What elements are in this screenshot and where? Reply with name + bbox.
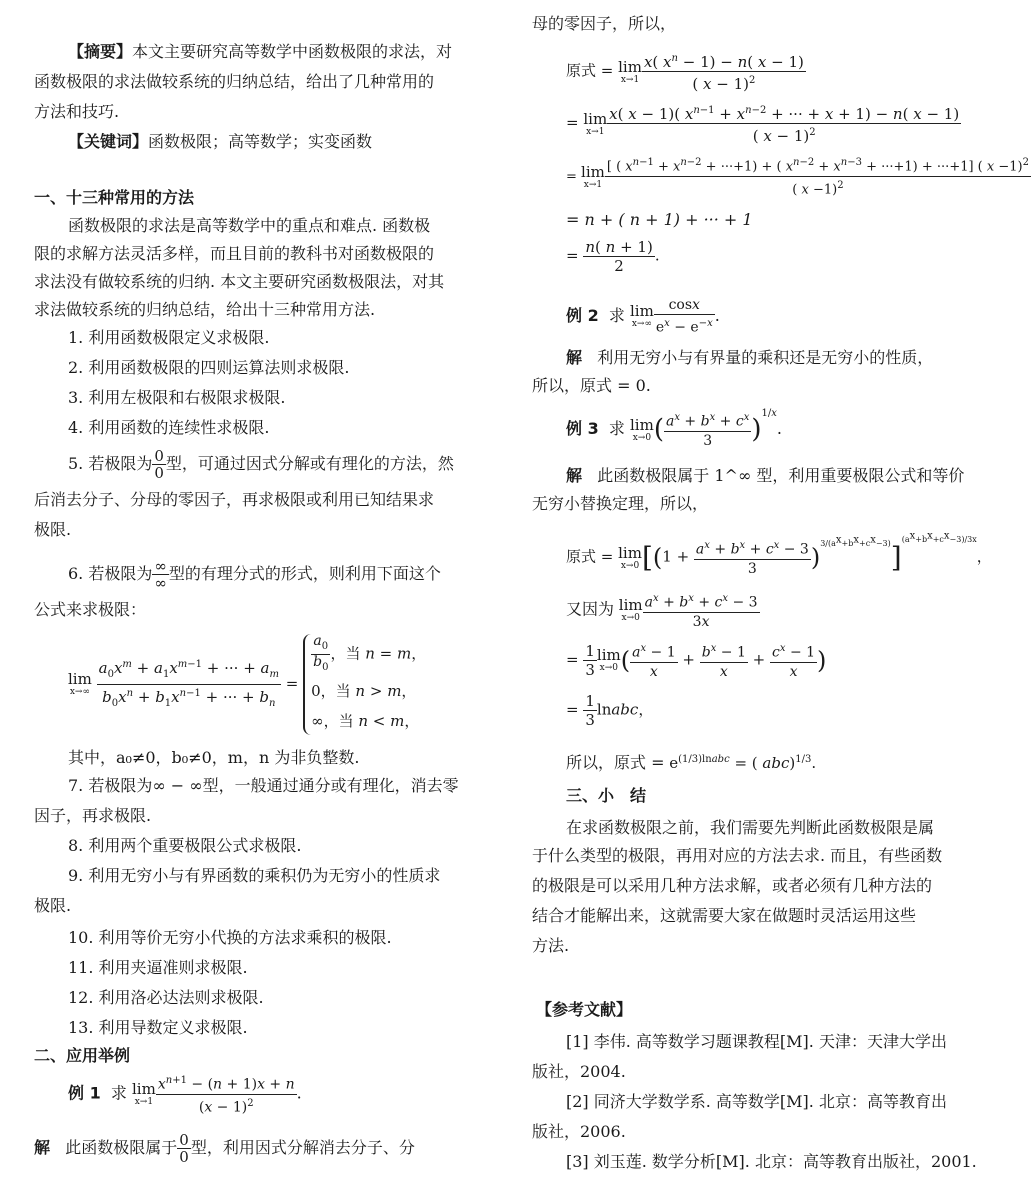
- section-2-heading: 二、应用举例: [34, 1046, 131, 1065]
- solution-3-line-1: 解 此函数极限属于 1^∞ 型，利用重要极限公式和等价: [566, 466, 965, 485]
- solution-3-line-2: 无穷小替换定理，所以，: [532, 494, 709, 513]
- conclusion-line-4: 结合才能解出来，这就需要大家在做题时灵活运用这些: [532, 906, 917, 925]
- para-1-line-3: 求法没有做较系统的归纳. 本文主要研究函数极限法，对其: [34, 272, 445, 291]
- method-11: 11. 利用夹逼准则求极限.: [68, 958, 248, 977]
- ex1-step-3: = lim x→1 [ ( $x^{n-1} + x^{n-2} + \cdot\cdot\cdot+1$) + ( $x^{n-2} + x^{n-3} + \cdot\cdot\cdot+1) + \cdot\cdot\cdot+1$] ( x −1)$^2$ ( x −1)$^2$: [566, 154, 1031, 200]
- abstract-line-3: 方法和技巧.: [34, 102, 120, 121]
- abstract-line-1: 【摘要】本文主要研究高等数学中函数极限的求法，对: [68, 42, 453, 61]
- reference-2-line-1: [2] 同济大学数学系. 高等数学[M]. 北京：高等教育出: [566, 1092, 947, 1111]
- rational-limit-formula: lim x→∞ $\frac{a_0x^m + a_1x^{m-1} + \cdot\cdot\cdot + a_m}{b_0x^n + b_1x^{n-1} + \cdot\cdot\cdot + b_n}$ = $\frac{a_0}{b_0}$ ，当 n = m， 0，当 n > m， ∞，当 n < m，: [68, 634, 426, 735]
- para-1-line-1: 函数极限的求法是高等数学中的重点和难点. 函数极: [68, 216, 431, 235]
- method-6-line-1: 6. 若极限为 $\frac{\infty}{\infty}$ 型的有理分式的形式，则利用下面这个: [68, 557, 441, 592]
- conclusion-line-5: 方法.: [532, 936, 570, 955]
- method-13: 13. 利用导数定义求极限.: [68, 1018, 248, 1037]
- reference-1-line-2: 版社，2004.: [532, 1062, 626, 1081]
- example-3: 例 3 求 lim x→0 ( $\frac{a^x + b^x + c^x}{3}$ )$^{1/x}$.: [566, 408, 782, 449]
- method-3: 3. 利用左极限和右极限求极限.: [68, 388, 286, 407]
- keywords-line: 【关键词】函数极限；高等数学；实变函数: [68, 132, 373, 151]
- method-1: 1. 利用函数极限定义求极限.: [68, 328, 270, 347]
- method-9-line-1: 9. 利用无穷小与有界函数的乘积仍为无穷小的性质求: [68, 866, 441, 885]
- ex1-step-2: = lim x→1 $\frac{x( x - 1)( x^{n-1} + x^{n-2} + \cdot\cdot\cdot + x + 1) - n( x - 1)}{( x - 1)^2}$: [566, 102, 961, 145]
- reference-2-line-2: 版社，2006.: [532, 1122, 626, 1141]
- conclusion-line-2: 于什么类型的极限，再用对应的方法去求. 而且，有些函数: [532, 846, 943, 865]
- ex3-step-3: = $\frac{1}{3}$ lim x→0 ( $\frac{a^x - 1}{x}$ + $\frac{b^x - 1}{x}$ + $\frac{c^x - 1}{x}$ ): [566, 641, 827, 680]
- method-7-line-2: 因子，再求极限.: [34, 806, 152, 825]
- method-5-line-1: 5. 若极限为 $\frac{0}{0}$ 型，可通过因式分解或有理化的方法，然: [68, 447, 454, 482]
- section-1-heading: 一、十三种常用的方法: [34, 188, 195, 207]
- method-6-line-2: 公式来求极限：: [34, 600, 147, 619]
- method-2: 2. 利用函数极限的四则运算法则求极限.: [68, 358, 350, 377]
- example-1: 例 1 求 lim x→1 $\frac{x^{n+1} - (n + 1)x + n}{(x - 1)^2}$ .: [68, 1072, 302, 1116]
- solution-2-line-2: 所以，原式 = 0.: [532, 376, 651, 395]
- method-5-line-3: 极限.: [34, 520, 72, 539]
- references-heading: 【参考文献】: [536, 1000, 633, 1019]
- ex3-step-4: = $\frac{1}{3}$ lnabc，: [566, 692, 654, 729]
- ex1-result: = $\frac{n( n + 1)}{2}$ .: [566, 238, 660, 275]
- solution-1-continued: 母的零因子，所以，: [532, 14, 677, 33]
- solution-1-line-1: 解 此函数极限属于 $\frac{0}{0}$ 型，利用因式分解消去分子、分: [34, 1131, 415, 1166]
- section-3-heading: 三、小 结: [566, 786, 647, 805]
- ex3-step-1: 原式 = lim x→0 [(1 + $\frac{a^x + b^x + c^x - 3}{3}$ )$^{3/(a^x+b^x+c^x-3)}$]$^{(a^x+b^x+c^x-3)/3x}$，: [566, 530, 992, 577]
- ex1-step-1: 原式 = lim x→1 $\frac{x( x^n - 1) - n( x - 1)}{( x - 1)^2}$: [566, 50, 806, 93]
- reference-3: [3] 刘玉莲. 数学分析[M]. 北京：高等教育出版社，2001.: [566, 1152, 977, 1171]
- reference-1-line-1: [1] 李伟. 高等数学习题课教程[M]. 天津：天津大学出: [566, 1032, 947, 1051]
- conclusion-line-3: 的极限是可以采用几种方法求解，或者必须有几种方法的: [532, 876, 933, 895]
- method-9-line-2: 极限.: [34, 896, 72, 915]
- ex3-step-2: 又因为 lim x→0 $\frac{a^x + b^x + c^x - 3}{3x}$: [566, 590, 760, 631]
- para-1-line-2: 限的求解方法灵活多样，而且目前的教科书对函数极限的: [34, 244, 435, 263]
- para-1-line-4: 求法做较系统的归纳总结，给出十三种常用方法.: [34, 300, 376, 319]
- method-6-note: 其中，a₀≠0，b₀≠0，m，n 为非负整数.: [68, 748, 360, 767]
- ex3-result: 所以，原式 = $e^{(1/3)lnabc}$ = ( abc)$^{1/3}$.: [566, 753, 817, 772]
- keywords-label: 【关键词】: [68, 132, 149, 151]
- zero-over-zero: $\frac{0}{0}$: [154, 447, 164, 482]
- method-7-line-1: 7. 若极限为∞ − ∞型，一般通过通分或有理化，消去零: [68, 776, 459, 795]
- ex1-step-4: = n + ( n + 1) + ··· + 1: [566, 210, 753, 229]
- inf-over-inf: $\frac{\infty}{\infty}$: [154, 557, 167, 592]
- abstract-label: 【摘要】: [68, 42, 133, 61]
- method-12: 12. 利用洛必达法则求极限.: [68, 988, 264, 1007]
- abstract-line-2: 函数极限的求法做较系统的归纳总结，给出了几种常用的: [34, 72, 435, 91]
- method-5-line-2: 后消去分子、分母的零因子，再求极限或利用已知结果求: [34, 490, 435, 509]
- method-4: 4. 利用函数的连续性求极限.: [68, 418, 270, 437]
- conclusion-line-1: 在求函数极限之前，我们需要先判断此函数极限是属: [566, 818, 935, 837]
- method-10: 10. 利用等价无穷小代换的方法求乘积的极限.: [68, 928, 392, 947]
- solution-2-line-1: 解 利用无穷小与有界量的乘积还是无穷小的性质，: [566, 348, 934, 367]
- example-2: 例 2 求 lim x→∞ $\frac{\cos x}{e^x - e^{-x}}$ .: [566, 297, 720, 336]
- method-8: 8. 利用两个重要极限公式求极限.: [68, 836, 302, 855]
